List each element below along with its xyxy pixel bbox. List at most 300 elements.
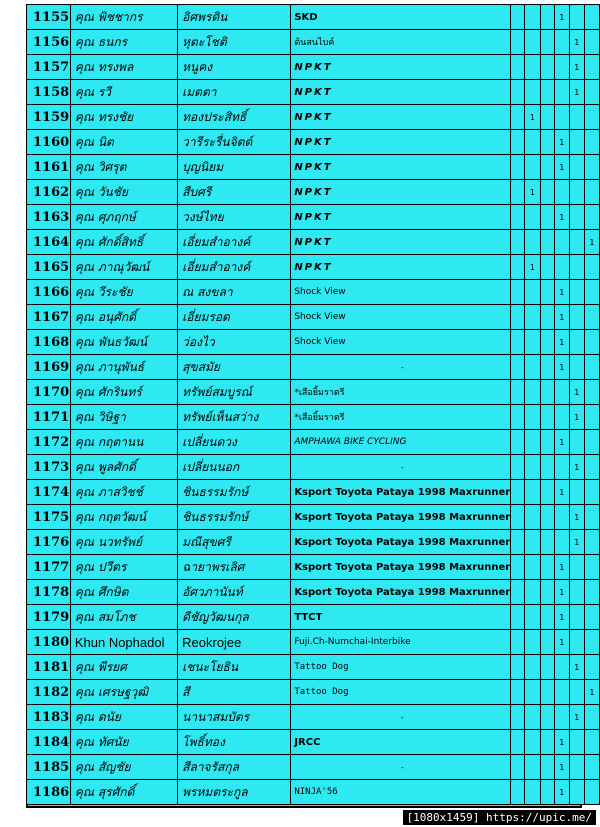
first-name: คุณ นิต — [70, 130, 177, 155]
first-name: คุณ วีระชัย — [70, 280, 177, 305]
flag-cell — [511, 680, 525, 705]
flag-cell — [540, 180, 554, 205]
flag-cell: 1 — [554, 730, 569, 755]
team-name: AMPHAWA BIKE CYCLING — [291, 430, 511, 455]
first-name: คุณ ธนกร — [70, 30, 177, 55]
flag-cell — [584, 730, 599, 755]
first-name: Khun Nophadol — [70, 630, 177, 655]
flag-cell — [554, 655, 569, 680]
table-row — [27, 5, 600, 30]
last-name: ว่องไว — [178, 330, 291, 355]
flag-cell — [540, 755, 554, 780]
row-number: 1178 — [27, 580, 71, 605]
flag-cell — [525, 305, 540, 330]
flag-cell — [540, 330, 554, 355]
last-name: ดีชัญวัฒนกุล — [178, 605, 291, 630]
last-name: นานาสมบัตร — [178, 705, 291, 730]
team-name: NPKT — [291, 105, 511, 130]
first-name: คุณ นวทรัพย์ — [70, 530, 177, 555]
flag-cell — [511, 505, 525, 530]
team-name: - — [291, 455, 511, 480]
team-name: NPKT — [291, 205, 511, 230]
flag-cell — [569, 430, 584, 455]
flag-cell — [569, 280, 584, 305]
flag-cell — [540, 30, 554, 55]
flag-cell — [511, 380, 525, 405]
flag-cell — [540, 280, 554, 305]
table-row — [27, 105, 600, 130]
flag-cell: 1 — [525, 180, 540, 205]
team-name: NPKT — [291, 130, 511, 155]
last-name: ชินธรรมรักษ์ — [178, 480, 291, 505]
row-number: 1157 — [27, 55, 71, 80]
last-name: พรหมตระกูล — [178, 780, 291, 805]
team-name: *เสือยิ้มราตรี — [291, 405, 511, 430]
table-row — [27, 605, 600, 630]
flag-cell — [584, 780, 599, 805]
team-name: - — [291, 755, 511, 780]
flag-cell — [584, 205, 599, 230]
flag-cell — [511, 580, 525, 605]
row-number: 1181 — [27, 655, 71, 680]
first-name: คุณ วันชัย — [70, 180, 177, 205]
table-row — [27, 305, 600, 330]
flag-cell — [584, 405, 599, 430]
team-name: Ksport Toyota Pataya 1998 Maxrunner — [291, 580, 511, 605]
flag-cell — [554, 30, 569, 55]
flag-cell — [569, 130, 584, 155]
flag-cell — [569, 355, 584, 380]
last-name: ทรัพย์เห็นสว่าง — [178, 405, 291, 430]
first-name: คุณ วิษิฐา — [70, 405, 177, 430]
flag-cell — [525, 5, 540, 30]
flag-cell — [525, 580, 540, 605]
flag-cell — [554, 55, 569, 80]
flag-cell — [511, 530, 525, 555]
flag-cell: 1 — [525, 105, 540, 130]
last-name: โพธิ์ทอง — [178, 730, 291, 755]
flag-cell — [525, 480, 540, 505]
row-number: 1179 — [27, 605, 71, 630]
flag-cell: 1 — [569, 80, 584, 105]
flag-cell — [540, 430, 554, 455]
flag-cell — [525, 755, 540, 780]
flag-cell — [584, 5, 599, 30]
flag-cell — [525, 630, 540, 655]
flag-cell — [584, 630, 599, 655]
flag-cell — [511, 155, 525, 180]
flag-cell — [511, 455, 525, 480]
team-name: - — [291, 355, 511, 380]
flag-cell — [569, 630, 584, 655]
flag-cell — [540, 680, 554, 705]
team-name: NPKT — [291, 80, 511, 105]
last-name: อิศพรดิน — [178, 5, 291, 30]
flag-cell — [569, 580, 584, 605]
flag-cell: 1 — [554, 205, 569, 230]
flag-cell — [584, 255, 599, 280]
row-number: 1167 — [27, 305, 71, 330]
flag-cell — [511, 480, 525, 505]
row-number: 1184 — [27, 730, 71, 755]
table-row — [27, 430, 600, 455]
flag-cell — [511, 105, 525, 130]
table-row — [27, 380, 600, 405]
row-number: 1168 — [27, 330, 71, 355]
last-name: สีลาจรัสกุล — [178, 755, 291, 780]
flag-cell — [511, 30, 525, 55]
first-name: คุณ กฤตานน — [70, 430, 177, 455]
row-number: 1165 — [27, 255, 71, 280]
table-row — [27, 205, 600, 230]
row-number: 1183 — [27, 705, 71, 730]
flag-cell — [554, 230, 569, 255]
team-name: NPKT — [291, 155, 511, 180]
row-number: 1186 — [27, 780, 71, 805]
flag-cell — [584, 305, 599, 330]
team-name: Shock View — [291, 280, 511, 305]
flag-cell — [554, 505, 569, 530]
flag-cell — [584, 180, 599, 205]
flag-cell — [511, 5, 525, 30]
team-name: Tattoo Dog — [291, 655, 511, 680]
flag-cell — [584, 130, 599, 155]
flag-cell — [569, 105, 584, 130]
flag-cell — [525, 780, 540, 805]
last-name: อัศวภานันท์ — [178, 580, 291, 605]
row-number: 1177 — [27, 555, 71, 580]
team-name: *เสือยิ้มราตรี — [291, 380, 511, 405]
first-name: คุณ พิชชากร — [70, 5, 177, 30]
row-number: 1170 — [27, 380, 71, 405]
flag-cell — [525, 730, 540, 755]
flag-cell — [569, 230, 584, 255]
flag-cell — [511, 605, 525, 630]
flag-cell — [584, 355, 599, 380]
flag-cell — [540, 5, 554, 30]
flag-cell — [540, 530, 554, 555]
flag-cell: 1 — [569, 530, 584, 555]
flag-cell: 1 — [554, 130, 569, 155]
flag-cell — [584, 430, 599, 455]
last-name: บุญนิยม — [178, 155, 291, 180]
last-name: สืบศรี — [178, 180, 291, 205]
flag-cell — [540, 155, 554, 180]
flag-cell — [584, 505, 599, 530]
table-row — [27, 230, 600, 255]
flag-cell — [584, 655, 599, 680]
team-name: ต้นสนไบค์ — [291, 30, 511, 55]
flag-cell — [525, 155, 540, 180]
flag-cell — [540, 730, 554, 755]
table-row — [27, 730, 600, 755]
flag-cell: 1 — [554, 155, 569, 180]
first-name: คุณ สุรศักดิ์ — [70, 780, 177, 805]
flag-cell — [584, 105, 599, 130]
row-number: 1163 — [27, 205, 71, 230]
row-number: 1158 — [27, 80, 71, 105]
flag-cell — [540, 255, 554, 280]
table-row — [27, 280, 600, 305]
team-name: - — [291, 705, 511, 730]
flag-cell — [584, 155, 599, 180]
flag-cell — [584, 755, 599, 780]
flag-cell — [540, 205, 554, 230]
flag-cell — [584, 580, 599, 605]
flag-cell: 1 — [554, 580, 569, 605]
flag-cell — [511, 130, 525, 155]
table-row — [27, 780, 600, 805]
row-number: 1169 — [27, 355, 71, 380]
first-name: คุณ ศึกษิต — [70, 580, 177, 605]
first-name: คุณ พันธวัฒน์ — [70, 330, 177, 355]
last-name: วารีระรื่นจิตต์ — [178, 130, 291, 155]
flag-cell: 1 — [554, 430, 569, 455]
first-name: คุณ ปวีตร — [70, 555, 177, 580]
flag-cell — [569, 180, 584, 205]
team-name: TTCT — [291, 605, 511, 630]
team-name: Ksport Toyota Pataya 1998 Maxrunner — [291, 505, 511, 530]
table-row — [27, 355, 600, 380]
last-name: เปลี่ยนดวง — [178, 430, 291, 455]
flag-cell — [569, 780, 584, 805]
first-name: คุณ ทัศนัย — [70, 730, 177, 755]
flag-cell — [511, 205, 525, 230]
first-name: คุณ สัญชัย — [70, 755, 177, 780]
row-number: 1185 — [27, 755, 71, 780]
row-number: 1176 — [27, 530, 71, 555]
last-name: เชนะโยธิน — [178, 655, 291, 680]
flag-cell — [511, 80, 525, 105]
row-number: 1180 — [27, 630, 71, 655]
flag-cell — [569, 330, 584, 355]
flag-cell — [584, 80, 599, 105]
flag-cell: 1 — [554, 605, 569, 630]
team-name: SKD — [291, 5, 511, 30]
flag-cell — [540, 555, 554, 580]
flag-cell — [540, 605, 554, 630]
flag-cell — [525, 505, 540, 530]
flag-cell — [584, 55, 599, 80]
flag-cell — [540, 705, 554, 730]
flag-cell — [554, 530, 569, 555]
team-name: JRCC — [291, 730, 511, 755]
team-name: NPKT — [291, 255, 511, 280]
flag-cell — [511, 780, 525, 805]
flag-cell — [511, 405, 525, 430]
team-name: NPKT — [291, 230, 511, 255]
flag-cell: 1 — [569, 55, 584, 80]
first-name: คุณ ทรงชัย — [70, 105, 177, 130]
flag-cell — [511, 730, 525, 755]
first-name: คุณ ทรงพล — [70, 55, 177, 80]
table-row — [27, 55, 600, 80]
flag-cell — [584, 480, 599, 505]
flag-cell: 1 — [554, 330, 569, 355]
watermark-label: [1080x1459] https://upic.me/ — [403, 810, 596, 825]
last-name: สุขสมัย — [178, 355, 291, 380]
flag-cell — [511, 630, 525, 655]
flag-cell — [569, 730, 584, 755]
flag-cell — [540, 105, 554, 130]
flag-cell — [554, 180, 569, 205]
table-row — [27, 680, 600, 705]
first-name: คุณ ภาณุวัฒน์ — [70, 255, 177, 280]
flag-cell — [554, 255, 569, 280]
table-row — [27, 130, 600, 155]
flag-cell — [511, 305, 525, 330]
last-name: เปลี่ยนนอก — [178, 455, 291, 480]
flag-cell — [525, 230, 540, 255]
flag-cell — [511, 255, 525, 280]
flag-cell — [525, 55, 540, 80]
team-name: Tattoo Dog — [291, 680, 511, 705]
flag-cell: 1 — [569, 705, 584, 730]
first-name: คุณ วิศรุต — [70, 155, 177, 180]
first-name: คุณ พูลศักดิ์ — [70, 455, 177, 480]
flag-cell — [511, 755, 525, 780]
flag-cell: 1 — [554, 355, 569, 380]
last-name: ทองประสิทธิ์ — [178, 105, 291, 130]
flag-cell — [525, 680, 540, 705]
flag-cell — [540, 405, 554, 430]
flag-cell — [511, 555, 525, 580]
flag-cell — [525, 605, 540, 630]
last-name: เมตตา — [178, 80, 291, 105]
flag-cell — [554, 105, 569, 130]
flag-cell: 1 — [569, 655, 584, 680]
flag-cell: 1 — [569, 30, 584, 55]
flag-cell — [569, 255, 584, 280]
team-name: NPKT — [291, 55, 511, 80]
row-number: 1164 — [27, 230, 71, 255]
table-row — [27, 655, 600, 680]
first-name: คุณ ภานุพันธ์ — [70, 355, 177, 380]
flag-cell — [569, 605, 584, 630]
last-name: ฉายาพรเลิศ — [178, 555, 291, 580]
flag-cell: 1 — [554, 280, 569, 305]
table-row — [27, 755, 600, 780]
first-name: คุณ ศักรินทร์ — [70, 380, 177, 405]
table-row — [27, 480, 600, 505]
last-name: เอี่ยมรอด — [178, 305, 291, 330]
table-row — [27, 580, 600, 605]
last-name: ชินธรรมรักษ์ — [178, 505, 291, 530]
row-number: 1166 — [27, 280, 71, 305]
flag-cell — [511, 230, 525, 255]
flag-cell — [525, 355, 540, 380]
team-name: Shock View — [291, 330, 511, 355]
flag-cell — [540, 630, 554, 655]
last-name: เอี่ยมสำอางค์ — [178, 255, 291, 280]
flag-cell: 1 — [584, 680, 599, 705]
first-name: คุณ อนุศักดิ์ — [70, 305, 177, 330]
first-name: คุณ ภาสวิชช์ — [70, 480, 177, 505]
row-number: 1175 — [27, 505, 71, 530]
flag-cell — [511, 705, 525, 730]
flag-cell — [540, 130, 554, 155]
flag-cell: 1 — [569, 455, 584, 480]
first-name: คุณ เศรษฐวุฒิ — [70, 680, 177, 705]
flag-cell — [584, 30, 599, 55]
flag-cell — [540, 230, 554, 255]
flag-cell: 1 — [525, 255, 540, 280]
flag-cell: 1 — [569, 405, 584, 430]
last-name: ทรัพย์สมบูรณ์ — [178, 380, 291, 405]
team-name: Ksport Toyota Pataya 1998 Maxrunner — [291, 555, 511, 580]
flag-cell — [569, 205, 584, 230]
flag-cell — [540, 505, 554, 530]
flag-cell — [511, 55, 525, 80]
flag-cell — [540, 55, 554, 80]
flag-cell — [584, 605, 599, 630]
flag-cell — [525, 705, 540, 730]
team-name: NPKT — [291, 180, 511, 205]
flag-cell — [569, 755, 584, 780]
flag-cell — [584, 380, 599, 405]
flag-cell — [554, 680, 569, 705]
flag-cell — [525, 205, 540, 230]
flag-cell — [554, 705, 569, 730]
flag-cell: 1 — [554, 780, 569, 805]
first-name: คุณ กฤตวัฒน์ — [70, 505, 177, 530]
flag-cell — [584, 530, 599, 555]
flag-cell — [511, 355, 525, 380]
flag-cell — [511, 330, 525, 355]
flag-cell: 1 — [569, 505, 584, 530]
last-name: สี — [178, 680, 291, 705]
flag-cell — [525, 455, 540, 480]
row-number: 1174 — [27, 480, 71, 505]
table-row — [27, 330, 600, 355]
flag-cell — [569, 305, 584, 330]
flag-cell — [511, 180, 525, 205]
flag-cell — [525, 530, 540, 555]
flag-cell — [554, 455, 569, 480]
last-name: ณ สงขลา — [178, 280, 291, 305]
flag-cell: 1 — [554, 480, 569, 505]
table-row — [27, 555, 600, 580]
flag-cell — [584, 280, 599, 305]
flag-cell — [525, 30, 540, 55]
table-row — [27, 155, 600, 180]
last-name: Reokrojee — [178, 630, 291, 655]
row-number: 1156 — [27, 30, 71, 55]
row-number: 1160 — [27, 130, 71, 155]
team-name: Ksport Toyota Pataya 1998 Maxrunner — [291, 480, 511, 505]
flag-cell — [525, 555, 540, 580]
first-name: คุณ สมโภช — [70, 605, 177, 630]
flag-cell: 1 — [554, 630, 569, 655]
flag-cell — [540, 380, 554, 405]
flag-cell — [525, 405, 540, 430]
row-number: 1155 — [27, 5, 71, 30]
last-name: หุตะโชติ — [178, 30, 291, 55]
flag-cell: 1 — [554, 755, 569, 780]
flag-cell — [540, 655, 554, 680]
table-row — [27, 180, 600, 205]
table-row — [27, 405, 600, 430]
flag-cell — [569, 480, 584, 505]
row-number: 1172 — [27, 430, 71, 455]
flag-cell — [525, 655, 540, 680]
last-name: หนูคง — [178, 55, 291, 80]
flag-cell — [540, 480, 554, 505]
row-number: 1173 — [27, 455, 71, 480]
flag-cell — [540, 780, 554, 805]
flag-cell — [540, 305, 554, 330]
table-row — [27, 505, 600, 530]
